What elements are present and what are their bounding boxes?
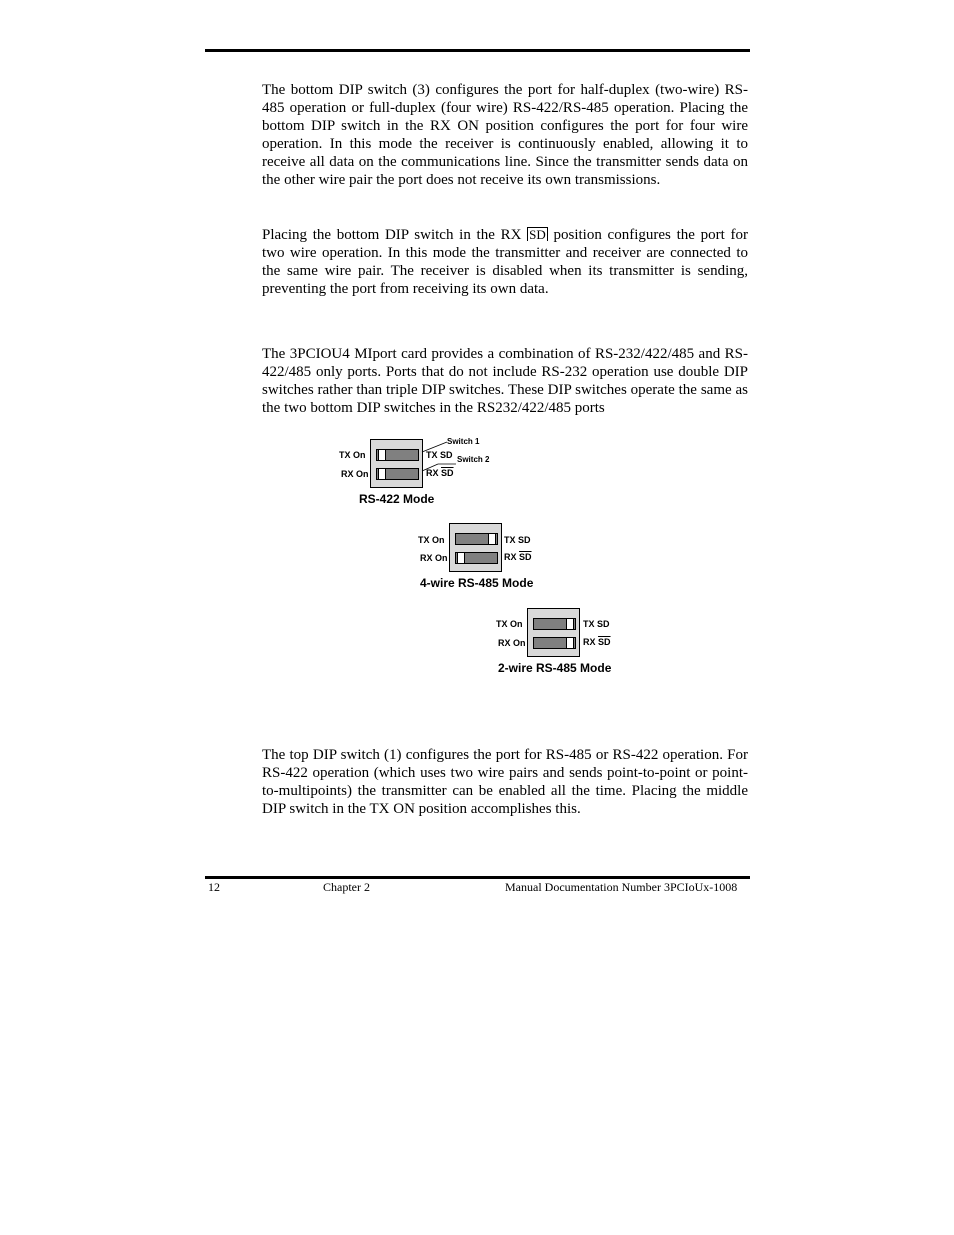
rx-on-label: RX On	[420, 553, 448, 563]
chapter-label: Chapter 2	[323, 880, 370, 894]
rx-sd-label	[504, 552, 532, 562]
4wire-mode-caption: 4-wire RS-485 Mode	[420, 576, 534, 590]
paragraph-rx-sd-text-2: position configures the port for two wire operation. In this mode the transmitter and receiver are connected to the same wire pair. The receiver is disabled when its transmitter is sending, preventing the port from receiving its own data.	[262, 227, 748, 297]
tx-on-label: TX On	[339, 450, 366, 460]
switch-1-slot	[455, 533, 498, 545]
switch-2-knob	[566, 637, 574, 649]
tx-on-label: TX On	[496, 619, 523, 629]
sd-overline: SD	[529, 227, 546, 242]
footer-rule	[205, 876, 750, 879]
tx-sd-label: TX SD	[504, 535, 531, 545]
paragraph-top-dip: The top DIP switch (1) configures the port for RS-485 or RS-422 operation. For RS-422 operation (which uses two wire pairs and sends point-to-point or point-to-multipoints) the transmitter can be enabled all the time. Placing the middle DIP switch in the TX ON position accomplishes this.	[262, 747, 748, 817]
page-number: 12	[208, 880, 220, 894]
paragraph-rx-sd-text-1: Placing the bottom DIP switch in the RX	[262, 227, 528, 243]
dip-diagram-4wire	[417, 520, 577, 595]
rs422-mode-caption: RS-422 Mode	[359, 492, 435, 506]
paragraph-rx-sd	[262, 226, 748, 298]
tx-sd-label: TX SD	[426, 450, 453, 460]
dip-switch-body	[527, 608, 580, 657]
rx-sd-overline: $\overline{SD}$	[441, 468, 454, 478]
switch-1-knob	[566, 618, 574, 630]
dip-diagram-2wire	[495, 604, 655, 679]
paragraph-bottom-dip: The bottom DIP switch (3) configures the port for half-duplex (two-wire) RS-485 operation or full-duplex (four wire) RS-422/RS-485 operation. Placing the bottom DIP switch in the RX ON position configures the port for four wire operation. In this mode the receiver is continuously enabled, allowing it to receive all data on the communications line. Since the transmitter sends data on the other wire pair the port does not receive its own transmissions.	[262, 82, 748, 188]
switch-1-slot	[533, 618, 576, 630]
2wire-mode-caption: 2-wire RS-485 Mode	[498, 661, 612, 675]
rx-sd-prefix: RX	[426, 468, 442, 478]
switch-1-callout: Switch 1	[447, 437, 480, 446]
rx-sd-prefix: RX	[583, 637, 599, 647]
rx-sd-overline: $\overline{SD}$	[598, 637, 611, 647]
dip-switch-body	[449, 523, 502, 572]
rx-sd-prefix: RX	[504, 552, 520, 562]
switch-1-leader	[422, 442, 447, 452]
rx-on-label: RX On	[498, 638, 526, 648]
tx-sd-label: TX SD	[583, 619, 610, 629]
switch-2-knob	[457, 552, 465, 564]
paragraph-miport: The 3PCIOU4 MIport card provides a combination of RS-232/422/485 and RS-422/485 only ports. Ports that do not include RS-232 operation use double DIP switches rather than triple DIP switches. These DIP switches operate the same as the two bottom DIP switches in the RS232/422/485 ports	[262, 346, 748, 416]
header-rule	[205, 49, 750, 52]
rx-sd-overline: $\overline{SD}$	[519, 552, 532, 562]
tx-on-label: TX On	[418, 535, 445, 545]
dip-diagram-rs422	[338, 436, 538, 511]
switch-2-callout: Switch 2	[457, 455, 490, 464]
doc-number: Manual Documentation Number 3PCIoUx-1008	[505, 880, 738, 894]
switch-2-slot	[533, 637, 576, 649]
switch-1-knob	[488, 533, 496, 545]
rx-sd-label	[583, 637, 611, 647]
rx-on-label: RX On	[341, 469, 369, 479]
switch-2-slot	[455, 552, 498, 564]
switch-2-leader	[422, 464, 438, 471]
